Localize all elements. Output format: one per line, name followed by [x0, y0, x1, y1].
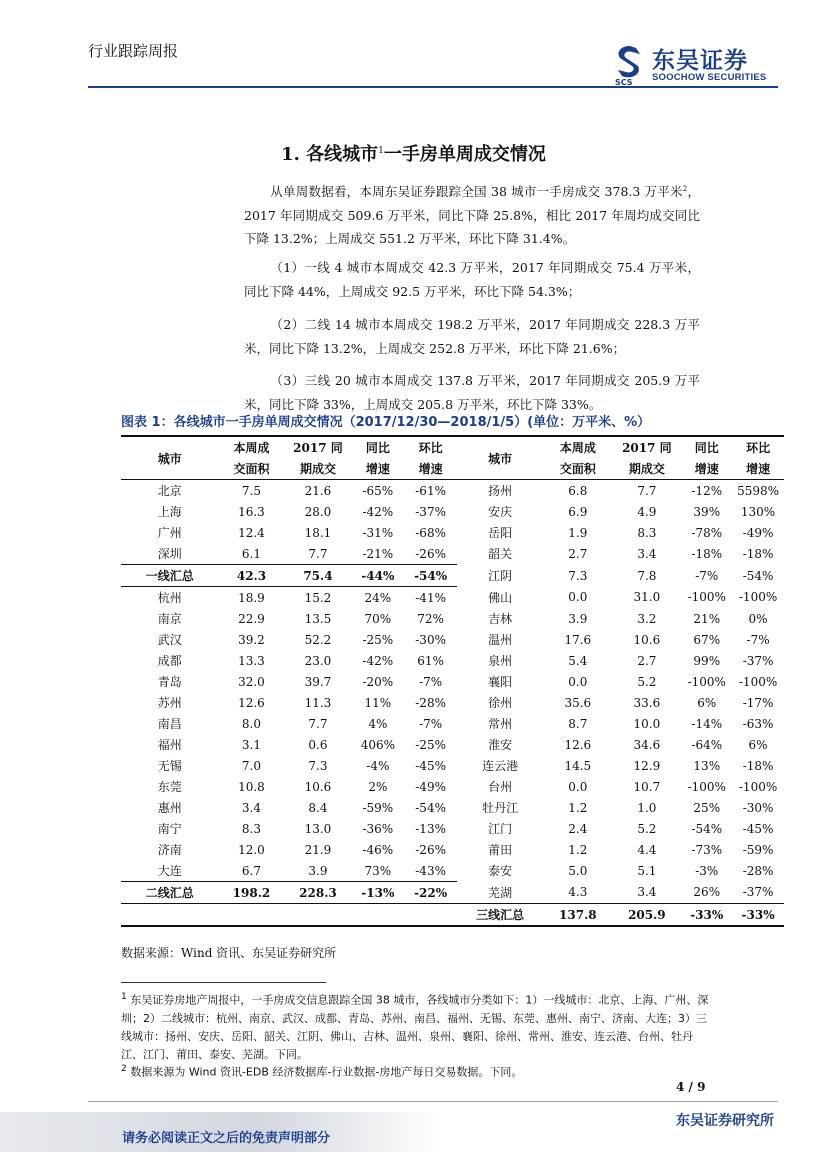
cell-left: -42% — [362, 504, 394, 519]
cell-right: -17% — [742, 695, 774, 710]
table-row — [121, 904, 784, 927]
cell-right: 徐州 — [488, 696, 513, 710]
cell-right: -64% — [691, 737, 723, 752]
cell-right: 5.1 — [637, 863, 657, 878]
table-row — [121, 587, 784, 609]
cell-left: 39.7 — [304, 674, 332, 689]
cell-left: 21.9 — [304, 842, 332, 857]
cell-left: 南京 — [157, 612, 182, 626]
cell-right: -78% — [691, 525, 723, 540]
cell-right: 温州 — [488, 633, 513, 647]
col-header-city-right: 城市 — [457, 436, 543, 480]
cell-right: -7% — [746, 632, 770, 647]
col-header-mom: 环比 — [404, 436, 457, 458]
cell-left: 上海 — [157, 505, 182, 519]
cell-left — [404, 904, 457, 927]
cell-left: 10.8 — [238, 779, 265, 794]
cell-right: -63% — [742, 716, 774, 731]
cell-left: 72% — [417, 611, 444, 626]
cell-left: 28.0 — [304, 504, 332, 519]
page-number: 4 / 9 — [676, 1080, 706, 1094]
cell-left: 3.9 — [308, 863, 328, 878]
report-type-title: 行业跟踪周报 — [88, 42, 179, 60]
cell-left: 8.4 — [308, 800, 328, 815]
cell-right: -100% — [687, 590, 726, 605]
cell-right: -18% — [691, 546, 723, 561]
cell-left: 70% — [364, 611, 392, 626]
cell-left: 8.3 — [241, 821, 261, 836]
cell-right: 5.2 — [637, 821, 657, 836]
cell-right: 江门 — [488, 822, 513, 836]
cell-left: 32.0 — [238, 674, 265, 689]
cell-right: 1.2 — [568, 842, 588, 857]
cell-left: 13.5 — [304, 611, 332, 626]
col-header-mom-2: 增速 — [404, 458, 457, 480]
cell-right: 6% — [697, 695, 717, 710]
cell-left: 苏州 — [157, 696, 182, 710]
table-row — [121, 734, 784, 755]
cell-right: -12% — [691, 483, 723, 498]
cell-left: 3.1 — [241, 737, 261, 752]
data-source: 数据来源：Wind 资讯、东吴证券研究所 — [121, 946, 337, 960]
cell-right: 17.6 — [564, 632, 592, 647]
cell-left: 12.0 — [238, 842, 265, 857]
cell-right: 3.2 — [637, 611, 657, 626]
cell-left: 7.0 — [241, 758, 261, 773]
cell-right: -73% — [691, 842, 723, 857]
cell-left: -44% — [351, 565, 404, 587]
table-row — [121, 543, 784, 565]
cell-left: 惠州 — [157, 801, 182, 815]
cell-left: -41% — [415, 590, 446, 605]
table-row — [121, 565, 784, 587]
table-row — [121, 522, 784, 543]
cell-right: 7.8 — [637, 568, 657, 583]
cell-left: 0.6 — [308, 737, 328, 752]
cell-left: 52.2 — [304, 632, 332, 647]
cell-left: -26% — [415, 546, 446, 561]
cell-right: -18% — [742, 546, 774, 561]
cell-right: 0.0 — [568, 779, 588, 794]
cell-left: -54% — [404, 565, 457, 587]
logo-mark-text: SCS — [615, 78, 633, 86]
col-header-week-2: 交面积 — [218, 458, 284, 480]
cell-left: 2% — [368, 779, 388, 794]
cell-right: -45% — [742, 821, 774, 836]
col-header-week-right: 本周成 — [543, 436, 612, 458]
cell-left: 广州 — [157, 526, 182, 540]
cell-left: 12.4 — [238, 525, 265, 540]
cell-right: 67% — [693, 632, 721, 647]
cell-right: 襄阳 — [488, 675, 513, 689]
cell-right: 1.2 — [568, 800, 588, 815]
cell-left: -4% — [366, 758, 390, 773]
cell-left: 无锡 — [157, 759, 182, 773]
cell-right: -49% — [742, 525, 774, 540]
cell-right: 35.6 — [564, 695, 592, 710]
cell-left: 深圳 — [157, 547, 182, 561]
company-name-en: SOOCHOW SECURITIES — [652, 72, 767, 83]
cell-right: 淮安 — [488, 738, 513, 752]
table-row — [121, 671, 784, 692]
cell-right: 14.5 — [564, 758, 592, 773]
cell-right: 7.3 — [568, 568, 588, 583]
cell-left: 228.3 — [284, 882, 351, 904]
cell-left: 24% — [364, 590, 392, 605]
cell-left — [218, 904, 284, 927]
col-header-last-year-2: 期成交 — [284, 458, 351, 480]
col-header-last-year-2-right: 期成交 — [612, 458, 681, 480]
cell-right: 130% — [740, 504, 776, 519]
col-header-week: 本周成 — [218, 436, 284, 458]
table-row — [121, 882, 784, 904]
cell-left: 济南 — [157, 843, 182, 857]
cell-right: 6% — [748, 737, 768, 752]
cell-right: -30% — [742, 800, 774, 815]
cell-right: 33.6 — [633, 695, 661, 710]
col-header-yoy-2: 增速 — [351, 458, 404, 480]
cell-left: 大连 — [157, 864, 182, 878]
cell-left: -25% — [415, 737, 446, 752]
cell-right: 25% — [693, 800, 721, 815]
cell-right: 13% — [693, 758, 721, 773]
cell-right: 扬州 — [488, 484, 513, 498]
cell-right: -100% — [738, 590, 778, 605]
cell-right: 岳阳 — [488, 526, 513, 540]
cell-left: 15.2 — [304, 590, 332, 605]
col-header-mom-2-right: 增速 — [732, 458, 784, 480]
cell-left: -7% — [419, 674, 443, 689]
cell-left: -37% — [415, 504, 446, 519]
cell-left: -49% — [415, 779, 446, 794]
cell-right: 芜湖 — [488, 885, 513, 900]
col-header-last-year-right: 2017 同 — [612, 436, 681, 458]
table-row — [121, 755, 784, 776]
cell-left: -36% — [362, 821, 394, 836]
col-header-last-year: 2017 同 — [284, 436, 351, 458]
cell-left: 11.3 — [304, 695, 332, 710]
cell-left: -54% — [415, 800, 446, 815]
cell-left — [284, 904, 351, 927]
col-header-yoy-right: 同比 — [681, 436, 732, 458]
cell-right: 4.9 — [637, 504, 657, 519]
cell-left: -68% — [415, 525, 446, 540]
cell-right: -59% — [742, 842, 774, 857]
cell-right: 4.4 — [637, 842, 657, 857]
table-row — [121, 860, 784, 882]
cell-left: 7.5 — [241, 483, 261, 498]
cell-left: 73% — [364, 863, 392, 878]
cell-right: 8.7 — [568, 716, 588, 731]
cell-left: 10.6 — [304, 779, 332, 794]
disclaimer-text: 请务必阅读正文之后的免责声明部分 — [122, 1131, 331, 1146]
cell-left: -43% — [415, 863, 446, 878]
cell-right: 6.9 — [568, 504, 588, 519]
header-rule — [88, 86, 778, 88]
table-row — [121, 501, 784, 522]
cell-left: 42.3 — [218, 565, 284, 587]
cell-left: -61% — [415, 483, 446, 498]
cell-right: 安庆 — [488, 505, 513, 519]
cell-right: -54% — [691, 821, 723, 836]
cell-right: 吉林 — [488, 612, 513, 626]
cell-left: 6.1 — [241, 546, 261, 561]
cell-right: 10.6 — [633, 632, 661, 647]
cell-right: 5.4 — [568, 653, 588, 668]
cell-left — [351, 904, 404, 927]
cell-left: 福州 — [157, 738, 182, 752]
cell-right: 5.2 — [637, 674, 657, 689]
cell-left: -13% — [351, 882, 404, 904]
figure-caption: 图表 1：各线城市一手房单周成交情况（2017/12/30—2018/1/5）(单位：万平米、%） — [121, 415, 651, 430]
cell-right: 10.0 — [633, 716, 661, 731]
cell-left: 8.0 — [241, 716, 261, 731]
cell-right: 31.0 — [633, 590, 661, 605]
tier3-paragraph: （3）三线 20 城市本周成交 137.8 万平米，2017 年同期成交 205.9 万平米，同比下降 33%，上周成交 205.8 万平米，环比下降 33%。 — [244, 373, 700, 412]
cell-right: 莆田 — [488, 843, 513, 857]
cell-right: 10.7 — [633, 779, 661, 794]
cell-left: -45% — [415, 758, 446, 773]
cell-right: -100% — [738, 779, 778, 794]
cell-right: 2.7 — [568, 546, 588, 561]
cell-left: -20% — [362, 674, 394, 689]
cell-left: -26% — [415, 842, 446, 857]
table-row — [121, 692, 784, 713]
cell-left: 4% — [368, 716, 388, 731]
cell-right: -100% — [738, 674, 778, 689]
cell-left: 北京 — [157, 484, 182, 498]
institute-name: 东吴证券研究所 — [676, 1113, 774, 1129]
table-row — [121, 629, 784, 650]
cell-right: 3.9 — [568, 611, 588, 626]
col-header-city: 城市 — [121, 436, 218, 480]
cell-right: 江阴 — [488, 569, 513, 583]
cell-right: 3.4 — [637, 546, 657, 561]
cell-right: 泉州 — [488, 654, 513, 668]
cell-left: 杭州 — [157, 591, 182, 605]
cell-left: 39.2 — [238, 632, 265, 647]
cell-left: 13.0 — [304, 821, 332, 836]
cell-right: 12.6 — [564, 737, 592, 752]
col-header-yoy: 同比 — [351, 436, 404, 458]
table-row — [121, 608, 784, 629]
cell-right: -37% — [742, 653, 774, 668]
cell-right: 4.3 — [568, 885, 588, 900]
cell-left: -22% — [404, 882, 457, 904]
cell-right: 泰安 — [488, 864, 513, 879]
section-title: 1. 各线城市$^1$一手房单周成交情况 — [281, 144, 546, 165]
cell-left: -42% — [362, 653, 394, 668]
cell-right: 6.8 — [568, 483, 588, 498]
cell-left: 成都 — [157, 654, 182, 668]
city-transaction-table — [121, 435, 784, 927]
cell-right: 三线汇总 — [457, 904, 543, 927]
cell-left: 18.9 — [238, 590, 265, 605]
cell-left: -65% — [362, 483, 394, 498]
cell-right: -7% — [695, 568, 719, 583]
cell-left: 75.4 — [284, 565, 351, 587]
cell-right: -3% — [695, 863, 719, 878]
cell-right: 26% — [693, 885, 721, 900]
company-logo-icon — [612, 44, 648, 86]
cell-left: 12.6 — [238, 695, 265, 710]
cell-right: -14% — [691, 716, 723, 731]
cell-left: -7% — [419, 716, 443, 731]
cell-left: -13% — [415, 821, 446, 836]
col-header-week-2-right: 交面积 — [543, 458, 612, 480]
col-header-yoy-2-right: 增速 — [681, 458, 732, 480]
cell-right: 佛山 — [488, 590, 513, 605]
cell-left: 7.7 — [308, 716, 328, 731]
cell-right: 21% — [693, 611, 721, 626]
cell-right: -37% — [742, 885, 774, 900]
cell-left: 11% — [364, 695, 392, 710]
table-row — [121, 650, 784, 671]
cell-right: 台州 — [488, 780, 513, 794]
cell-left: 18.1 — [304, 525, 332, 540]
cell-right: 137.8 — [543, 904, 612, 927]
cell-right: -54% — [742, 568, 774, 583]
cell-right: 205.9 — [612, 904, 681, 927]
cell-left: 21.6 — [304, 483, 332, 498]
cell-left: 南昌 — [157, 717, 182, 731]
table-row — [121, 713, 784, 734]
table-row — [121, 797, 784, 818]
cell-left: 东莞 — [157, 780, 182, 794]
table-row — [121, 480, 784, 502]
cell-left: 南宁 — [157, 822, 182, 836]
footer-rule — [88, 1101, 778, 1102]
cell-left: 198.2 — [218, 882, 284, 904]
cell-right: 0% — [748, 611, 768, 626]
cell-right: 12.9 — [633, 758, 661, 773]
cell-right: 1.0 — [637, 800, 657, 815]
tier2-paragraph: （2）二线 14 城市本周成交 198.2 万平米，2017 年同期成交 228.3 万平米，同比下降 13.2%，上周成交 252.8 万平米，环比下降 21.6%； — [244, 317, 700, 356]
cell-right: -33% — [732, 904, 784, 927]
cell-left: 二线汇总 — [121, 882, 218, 904]
cell-left: -59% — [362, 800, 394, 815]
cell-left: 22.9 — [238, 611, 265, 626]
cell-left: 61% — [417, 653, 444, 668]
cell-right: -33% — [681, 904, 732, 927]
cell-right: 常州 — [488, 717, 513, 731]
table-row — [121, 839, 784, 860]
cell-right: 2.4 — [568, 821, 588, 836]
cell-right: 1.9 — [568, 525, 588, 540]
cell-left: -25% — [362, 632, 394, 647]
cell-left: 406% — [360, 737, 395, 752]
cell-left: -28% — [415, 695, 446, 710]
cell-right: 3.4 — [637, 885, 657, 900]
cell-right: 39% — [693, 504, 721, 519]
table-row — [121, 818, 784, 839]
cell-left: 武汉 — [157, 633, 182, 647]
cell-left: 6.7 — [241, 863, 261, 878]
cell-left: 青岛 — [157, 675, 182, 689]
cell-right: 连云港 — [482, 759, 519, 773]
cell-left: 16.3 — [238, 504, 265, 519]
cell-left: -21% — [362, 546, 394, 561]
cell-left: -31% — [362, 525, 394, 540]
cell-right: -28% — [742, 863, 774, 878]
cell-right: -18% — [742, 758, 774, 773]
cell-left: 7.7 — [308, 546, 328, 561]
footnote-2: $^2$ 数据来源为 Wind 资讯-EDB 经济数据库-行业数据-房地产每日交易数据。下同。 — [121, 1063, 523, 1079]
cell-right: 2.7 — [637, 653, 657, 668]
cell-left: 23.0 — [304, 653, 332, 668]
table-row — [121, 776, 784, 797]
summary-paragraph: 从单周数据看，本周东吴证券跟踪全国 38 城市一手房成交 378.3 万平米$^2$，2017 年同期成交 509.6 万平米，同比下降 25.8%，相比 2017 年周均成交同比下降 13.2%；上周成交 551.2 万平米，环比下降 31.4%。 — [244, 184, 700, 247]
cell-right: 韶关 — [488, 547, 513, 562]
cell-right: 34.6 — [633, 737, 661, 752]
footnote-rule — [121, 982, 326, 983]
cell-right: 7.7 — [637, 483, 657, 498]
cell-right: 0.0 — [568, 674, 588, 689]
footnote-1: $^1$ 东吴证券房地产周报中，一手房成交信息跟踪全国 38 城市，各线城市分类如下：1）一线城市：北京、上海、广州、深圳；2）二线城市：杭州、南京、武汉、成都、青岛、苏州、南昌、福州、无锡、东莞、惠州、南宁、济南、大连；3）三线城市：扬州、安庆、岳阳、韶关、江阴、佛山、吉林、温州、泉州、襄阳、徐州、常州、淮安、连云港、台州、牡丹江、江门、莆田、泰安、芜湖。下同。 — [121, 991, 709, 1061]
cell-right: 5598% — [737, 483, 780, 498]
cell-left: 7.3 — [308, 758, 328, 773]
cell-right: -100% — [687, 779, 726, 794]
cell-left: -46% — [362, 842, 394, 857]
cell-right: 0.0 — [568, 590, 588, 605]
cell-left — [121, 904, 218, 927]
cell-right: -100% — [687, 674, 726, 689]
cell-left: 3.4 — [241, 800, 261, 815]
cell-right: 99% — [693, 653, 721, 668]
cell-right: 牡丹江 — [482, 801, 519, 815]
tier1-paragraph: （1）一线 4 城市本周成交 42.3 万平米，2017 年同期成交 75.4 万平米，同比下降 44%，上周成交 92.5 万平米，环比下降 54.3%； — [244, 260, 700, 299]
col-header-mom-right: 环比 — [732, 436, 784, 458]
cell-left: -30% — [415, 632, 446, 647]
cell-left: 一线汇总 — [121, 565, 218, 587]
cell-left: 13.3 — [238, 653, 265, 668]
cell-right: 5.0 — [568, 863, 588, 878]
company-name-cn: 东吴证券 — [652, 48, 748, 74]
cell-right: 8.3 — [637, 525, 657, 540]
